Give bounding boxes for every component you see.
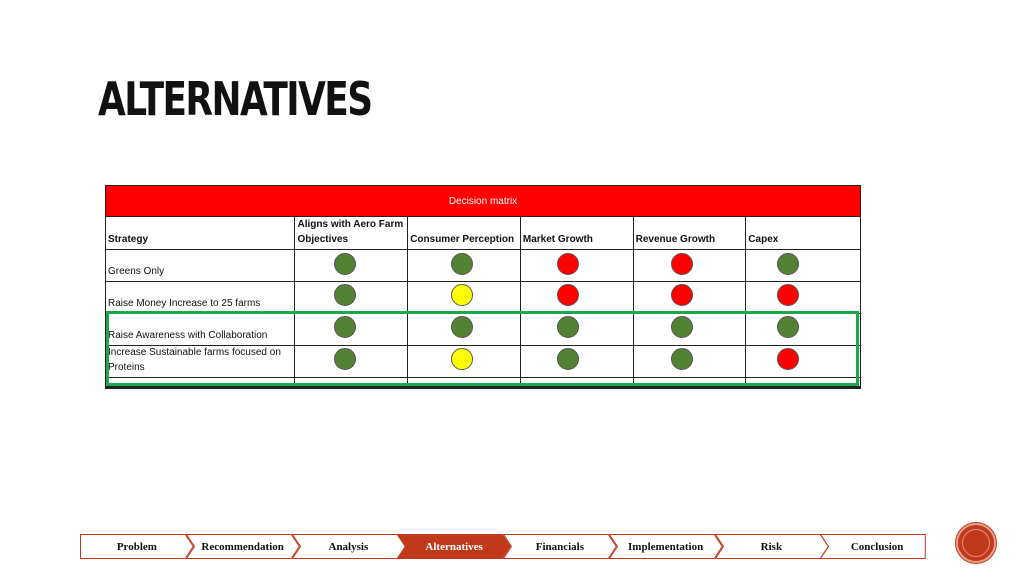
nav-item-risk[interactable] (715, 534, 829, 559)
strategy-label: Greens Only (106, 250, 295, 281)
nav-item-conclusion[interactable] (820, 534, 934, 559)
nav-item-label: Financials (535, 540, 585, 553)
rating-dot-yellow (451, 284, 473, 306)
rating-dot-green (777, 253, 799, 275)
rating-dot-green (671, 348, 693, 370)
table-row (106, 282, 860, 314)
rating-cell (634, 250, 747, 281)
table-row (106, 346, 860, 378)
empty-cell (408, 378, 521, 386)
rating-cell (295, 282, 408, 313)
strategy-label: Raise Awareness with Collaboration (106, 314, 295, 345)
rating-dot-red (557, 284, 579, 306)
nav-item-label: Conclusion (850, 540, 904, 553)
empty-cell (746, 378, 860, 386)
column-header: Market Growth (521, 217, 634, 249)
rating-cell (408, 282, 521, 313)
matrix-header-row (106, 217, 860, 250)
rating-dot-green (451, 253, 473, 275)
rating-cell (634, 346, 747, 377)
rating-dot-green (557, 316, 579, 338)
empty-cell (634, 378, 747, 386)
matrix-empty-row (106, 378, 860, 387)
slide-title: ALTERNATIVES (98, 72, 372, 126)
rating-cell (746, 314, 860, 345)
rating-cell (746, 250, 860, 281)
column-header: Consumer Perception (408, 217, 521, 249)
nav-item-label: Analysis (328, 540, 369, 553)
rating-dot-red (777, 284, 799, 306)
nav-item-label: Implementation (628, 540, 704, 553)
rating-cell (521, 346, 634, 377)
nav-item-financials[interactable] (503, 534, 617, 559)
rating-cell (295, 346, 408, 377)
matrix-grid (105, 217, 861, 389)
column-header: Revenue Growth (634, 217, 747, 249)
rating-dot-green (777, 316, 799, 338)
rating-cell (746, 282, 860, 313)
nav-item-implementation[interactable] (609, 534, 723, 559)
rating-cell (746, 346, 860, 377)
rating-cell (408, 250, 521, 281)
section-nav (80, 534, 926, 559)
nav-item-label: Problem (116, 540, 157, 553)
rating-cell (634, 282, 747, 313)
table-row (106, 314, 860, 346)
empty-cell (295, 378, 408, 386)
empty-cell (106, 378, 295, 386)
rating-dot-green (334, 253, 356, 275)
rating-dot-green (451, 316, 473, 338)
nav-item-alternatives[interactable] (397, 534, 511, 559)
page-number-badge (956, 523, 996, 563)
rating-dot-green (557, 348, 579, 370)
rating-dot-red (671, 284, 693, 306)
column-header: Strategy (106, 217, 295, 249)
nav-item-analysis[interactable] (292, 534, 406, 559)
nav-item-recommendation[interactable] (186, 534, 300, 559)
rating-dot-red (671, 253, 693, 275)
table-row (106, 250, 860, 282)
rating-cell (521, 250, 634, 281)
nav-item-problem[interactable] (80, 534, 194, 559)
strategy-label: Raise Money Increase to 25 farms (106, 282, 295, 313)
rating-dot-green (671, 316, 693, 338)
rating-dot-green (334, 284, 356, 306)
matrix-header: Decision matrix (105, 185, 861, 217)
rating-dot-green (334, 348, 356, 370)
empty-cell (521, 378, 634, 386)
rating-cell (521, 282, 634, 313)
rating-cell (408, 346, 521, 377)
nav-item-label: Risk (760, 540, 783, 553)
nav-item-label: Alternatives (425, 540, 483, 553)
rating-dot-red (777, 348, 799, 370)
badge-ring (962, 529, 990, 557)
rating-dot-green (334, 316, 356, 338)
column-header: Capex (748, 234, 779, 245)
decision-matrix (105, 185, 861, 389)
strategy-label: Increase Sustainable farms focused on Proteins (106, 346, 295, 377)
rating-cell (521, 314, 634, 345)
rating-cell (295, 250, 408, 281)
rating-cell (408, 314, 521, 345)
column-header: Aligns with Aero Farm Objectives (295, 217, 408, 249)
rating-dot-red (557, 253, 579, 275)
rating-dot-yellow (451, 348, 473, 370)
rating-cell (295, 314, 408, 345)
nav-item-label: Recommendation (201, 540, 284, 553)
rating-cell (634, 314, 747, 345)
